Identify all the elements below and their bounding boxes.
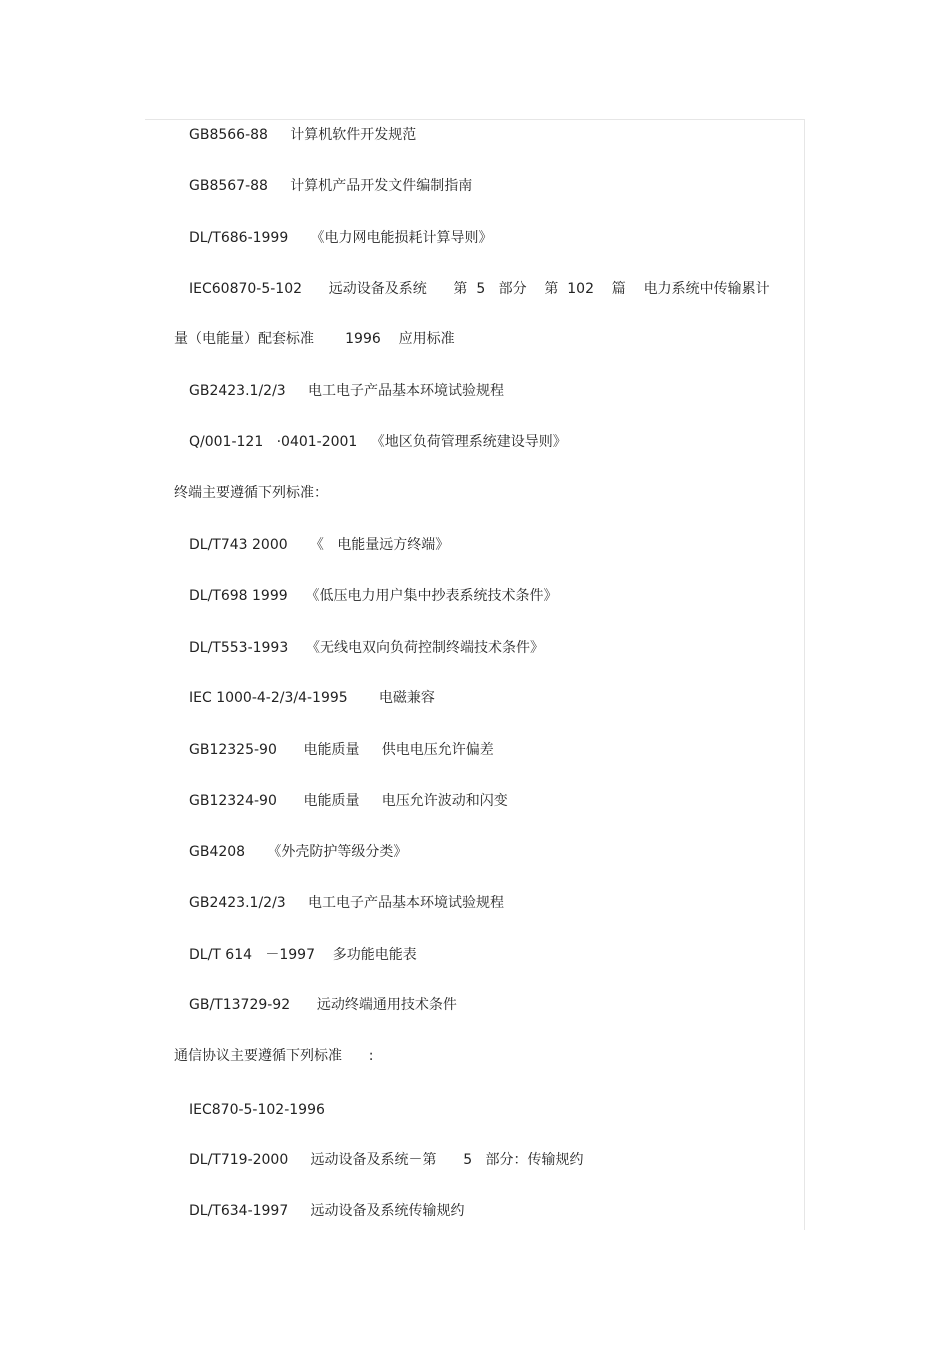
standard-line-dlt614: DL/T 614 －1997 多功能电能表 [189,947,417,963]
standard-line-dlt743: DL/T743 2000 《 电能量远方终端》 [189,537,450,553]
standard-line-gb2423-b: GB2423.1/2/3 电工电子产品基本环境试验规程 [189,895,504,911]
standard-line-gbt13729: GB/T13729-92 远动终端通用技术条件 [189,997,457,1013]
standard-line-gb8567: GB8567-88 计算机产品开发文件编制指南 [189,178,473,194]
standard-line-q001: Q/001-121 ·0401-2001 《地区负荷管理系统建设导则》 [189,434,567,450]
section-heading-protocol: 通信协议主要遵循下列标准 : [174,1048,374,1064]
standard-line-dlt553: DL/T553-1993 《无线电双向负荷控制终端技术条件》 [189,640,545,656]
standard-line-gb2423-a: GB2423.1/2/3 电工电子产品基本环境试验规程 [189,383,504,399]
standard-line-continuation: 量（电能量）配套标准 1996 应用标准 [174,331,455,347]
section-heading-terminal: 终端主要遵循下列标准： [174,485,328,501]
standard-line-iec870: IEC870-5-102-1996 [189,1102,325,1118]
standard-line-dlt698: DL/T698 1999 《低压电力用户集中抄表系统技术条件》 [189,588,558,604]
standard-line-gb12324: GB12324-90 电能质量 电压允许波动和闪变 [189,793,508,809]
standard-line-iec1000: IEC 1000-4-2/3/4-1995 电磁兼容 [189,690,435,706]
standard-line-dlt719: DL/T719-2000 远动设备及系统－第 5 部分：传输规约 [189,1152,584,1168]
standard-line-iec60870: IEC60870-5-102 远动设备及系统 第 5 部分 第 102 篇 电力系统中传输累计 [189,281,770,297]
standard-line-dlt634: DL/T634-1997 远动设备及系统传输规约 [189,1203,465,1219]
standard-line-gb12325: GB12325-90 电能质量 供电电压允许偏差 [189,742,494,758]
standard-line-dlt686: DL/T686-1999 《电力网电能损耗计算导则》 [189,230,493,246]
standard-line-gb4208: GB4208 《外壳防护等级分类》 [189,844,408,860]
standard-line-gb8566: GB8566-88 计算机软件开发规范 [189,127,417,143]
